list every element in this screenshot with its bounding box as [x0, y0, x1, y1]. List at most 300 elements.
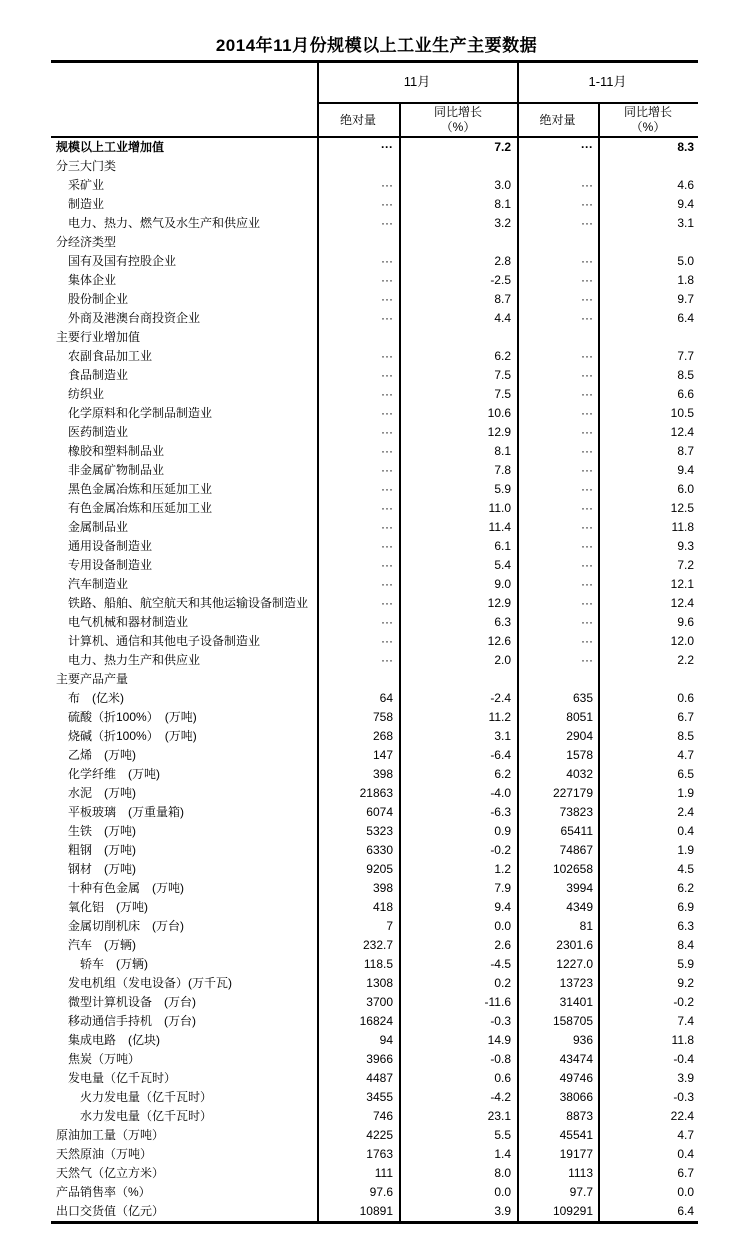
- cell-value: 6.0: [677, 482, 694, 496]
- table-row: [51, 195, 698, 214]
- table-row: [51, 1012, 698, 1031]
- cell-value: ···: [581, 387, 593, 401]
- header-absolute-label: 绝对量: [539, 112, 576, 127]
- cell-value: ···: [581, 311, 593, 325]
- cell-value: 74867: [559, 843, 593, 857]
- row-label: 橡胶和塑料制品业: [68, 444, 165, 458]
- cell-value: 7.9: [494, 881, 511, 895]
- cell-value: 7.8: [494, 463, 511, 477]
- cell-value: ···: [581, 406, 593, 420]
- cell-value: 1.8: [677, 273, 694, 287]
- table-row: [51, 917, 698, 936]
- row-label: 农副食品加工业: [68, 349, 153, 363]
- cell-value: 21863: [359, 786, 393, 800]
- cell-value: 4.6: [677, 178, 694, 192]
- table-row: [51, 879, 698, 898]
- row-label: 计算机、通信和其他电子设备制造业: [68, 634, 261, 648]
- table-row: [51, 898, 698, 917]
- cell-value: ···: [381, 273, 393, 287]
- cell-value: 9.4: [677, 197, 694, 211]
- cell-value: -4.0: [490, 786, 511, 800]
- header-growth-label: 同比增长: [433, 105, 482, 119]
- table-row: [51, 575, 698, 594]
- cell-value: 8051: [566, 710, 593, 724]
- cell-value: 398: [372, 767, 393, 781]
- row-label: 布 (亿米): [68, 691, 124, 705]
- cell-value: 3.1: [494, 729, 511, 743]
- cell-value: 9205: [366, 862, 393, 876]
- cell-value: ···: [381, 444, 393, 458]
- cell-value: 11.2: [488, 710, 511, 724]
- cell-value: 6.3: [677, 919, 694, 933]
- table-row: [51, 309, 698, 328]
- cell-value: ···: [381, 577, 393, 591]
- cell-value: 8.7: [677, 444, 694, 458]
- row-label: 制造业: [68, 197, 105, 211]
- cell-value: 23.1: [487, 1109, 511, 1123]
- cell-value: ···: [381, 463, 393, 477]
- row-label: 硫酸（折100%） (万吨): [68, 710, 197, 724]
- cell-value: ···: [381, 539, 393, 553]
- cell-value: 5.9: [677, 957, 694, 971]
- cell-value: 9.2: [677, 976, 694, 990]
- cell-value: 11.0: [488, 501, 511, 515]
- cell-value: 9.7: [677, 292, 694, 306]
- row-label: 国有及国有控股企业: [68, 254, 177, 268]
- cell-value: 1.2: [494, 862, 511, 876]
- cell-value: ···: [581, 463, 593, 477]
- cell-value: [399, 157, 517, 176]
- table-row: [51, 1107, 698, 1126]
- cell-value: 31401: [559, 995, 593, 1009]
- table-row: [51, 1069, 698, 1088]
- cell-value: ···: [381, 615, 393, 629]
- row-label: 黑色金属冶炼和压延加工业: [68, 482, 213, 496]
- cell-value: 4.7: [677, 748, 694, 762]
- row-label: 集成电路 (亿块): [68, 1033, 160, 1047]
- table-row: [51, 480, 698, 499]
- cell-value: -6.4: [490, 748, 511, 762]
- cell-value: 22.4: [670, 1109, 694, 1123]
- row-label: 外商及港澳台商投资企业: [68, 311, 201, 325]
- cell-value: 12.5: [670, 501, 694, 515]
- row-label: 氧化铝 (万吨): [68, 900, 148, 914]
- table-row: [51, 1145, 698, 1164]
- cell-value: ···: [581, 425, 593, 439]
- row-label: 有色金属冶炼和压延加工业: [68, 501, 213, 515]
- cell-value: [517, 328, 598, 347]
- column-group-november: 11月: [403, 74, 431, 89]
- table-row: [51, 556, 698, 575]
- row-label: 非金属矿物制品业: [68, 463, 165, 477]
- table-row: [51, 157, 698, 176]
- row-label: 原油加工量（万吨）: [56, 1128, 165, 1142]
- cell-value: 6.5: [677, 767, 694, 781]
- row-label: 采矿业: [68, 178, 105, 192]
- cell-value: ···: [381, 406, 393, 420]
- cell-value: 12.4: [670, 425, 694, 439]
- cell-value: 9.0: [494, 577, 511, 591]
- cell-value: 0.2: [494, 976, 511, 990]
- industrial-production-table: [51, 60, 698, 1224]
- header-growth-label: 同比增长: [623, 105, 672, 119]
- cell-value: 5.4: [494, 558, 511, 572]
- table-row: [51, 632, 698, 651]
- cell-value: 1227.0: [556, 957, 593, 971]
- row-label: 规模以上工业增加值: [56, 140, 165, 154]
- cell-value: 19177: [559, 1147, 593, 1161]
- cell-value: ···: [381, 368, 393, 382]
- cell-value: 6.4: [677, 311, 694, 325]
- table-row: [51, 803, 698, 822]
- cell-value: -0.3: [490, 1014, 511, 1028]
- cell-value: 6.9: [677, 900, 694, 914]
- cell-value: 398: [372, 881, 393, 895]
- cell-value: ···: [381, 520, 393, 534]
- cell-value: 158705: [552, 1014, 593, 1028]
- cell-value: 6.7: [677, 710, 694, 724]
- cell-value: 10891: [359, 1204, 393, 1218]
- cell-value: 45541: [559, 1128, 593, 1142]
- table-row: [51, 860, 698, 879]
- cell-value: 8.3: [677, 140, 694, 154]
- cell-value: 7.7: [677, 349, 694, 363]
- cell-value: 4032: [566, 767, 593, 781]
- cell-value: 4.7: [677, 1128, 694, 1142]
- cell-value: 12.0: [670, 634, 694, 648]
- cell-value: 7.5: [494, 387, 511, 401]
- row-label: 钢材 (万吨): [68, 862, 136, 876]
- cell-value: [598, 157, 698, 176]
- cell-value: 4349: [566, 900, 593, 914]
- row-label: 天然原油（万吨）: [56, 1147, 153, 1161]
- cell-value: 12.4: [670, 596, 694, 610]
- cell-value: 3455: [366, 1090, 393, 1104]
- cell-value: ···: [581, 539, 593, 553]
- row-label: 微型计算机设备 (万台): [68, 995, 196, 1009]
- table-row: [51, 1202, 698, 1221]
- cell-value: 1308: [366, 976, 393, 990]
- cell-value: 1.9: [677, 843, 694, 857]
- cell-value: 7.5: [494, 368, 511, 382]
- cell-value: 8.5: [677, 729, 694, 743]
- cell-value: -0.2: [673, 995, 694, 1009]
- row-label: 股份制企业: [68, 292, 129, 306]
- cell-value: ···: [581, 273, 593, 287]
- cell-value: 4487: [366, 1071, 393, 1085]
- cell-value: 38066: [559, 1090, 593, 1104]
- cell-value: ···: [381, 653, 393, 667]
- table-row: [51, 746, 698, 765]
- cell-value: ···: [381, 178, 393, 192]
- table-row: [51, 442, 698, 461]
- cell-value: [399, 233, 517, 252]
- cell-value: ···: [581, 254, 593, 268]
- table-row: [51, 404, 698, 423]
- cell-value: ···: [581, 349, 593, 363]
- cell-value: 0.0: [494, 919, 511, 933]
- cell-value: 0.4: [677, 824, 694, 838]
- cell-value: ···: [581, 577, 593, 591]
- table-row: [51, 955, 698, 974]
- cell-value: -0.4: [673, 1052, 694, 1066]
- cell-value: 8.0: [494, 1166, 511, 1180]
- cell-value: [399, 328, 517, 347]
- row-label: 铁路、船舶、航空航天和其他运输设备制造业: [68, 596, 309, 610]
- cell-value: 227179: [552, 786, 593, 800]
- table-row: [51, 1088, 698, 1107]
- table-row: [51, 613, 698, 632]
- cell-value: 232.7: [362, 938, 393, 952]
- table-row: [51, 328, 698, 347]
- cell-value: 94: [379, 1033, 393, 1047]
- cell-value: ···: [381, 292, 393, 306]
- row-label: 汽车制造业: [68, 577, 129, 591]
- cell-value: 3.0: [494, 178, 511, 192]
- cell-value: 81: [579, 919, 593, 933]
- cell-value: ···: [381, 254, 393, 268]
- cell-value: 8.1: [494, 444, 511, 458]
- cell-value: 8.7: [494, 292, 511, 306]
- row-label: 移动通信手持机 (万台): [68, 1014, 196, 1028]
- row-label: 火力发电量（亿千瓦时）: [80, 1090, 213, 1104]
- row-label: 金属切削机床 (万台): [68, 919, 184, 933]
- cell-value: ···: [581, 653, 593, 667]
- row-label: 分经济类型: [56, 235, 117, 249]
- row-label: 分三大门类: [56, 159, 117, 173]
- table-row: [51, 689, 698, 708]
- cell-value: 11.8: [671, 520, 694, 534]
- cell-value: -0.2: [490, 843, 511, 857]
- row-label: 发电量（亿千瓦时）: [68, 1071, 177, 1085]
- cell-value: [317, 157, 399, 176]
- cell-value: ···: [381, 501, 393, 515]
- cell-value: 12.9: [487, 596, 511, 610]
- cell-value: ···: [381, 596, 393, 610]
- row-label: 化学原料和化学制品制造业: [68, 406, 213, 420]
- cell-value: ···: [581, 482, 593, 496]
- cell-value: 97.7: [569, 1185, 593, 1199]
- cell-value: 746: [372, 1109, 393, 1123]
- cell-value: [598, 670, 698, 689]
- cell-value: ···: [381, 349, 393, 363]
- table-row: [51, 290, 698, 309]
- cell-value: 6.3: [494, 615, 511, 629]
- cell-value: ···: [581, 444, 593, 458]
- cell-value: [399, 670, 517, 689]
- table-row: [51, 594, 698, 613]
- table-row: [51, 993, 698, 1012]
- cell-value: 0.6: [677, 691, 694, 705]
- row-label: 水泥 (万吨): [68, 786, 136, 800]
- table-row: [51, 1126, 698, 1145]
- cell-value: 2301.6: [556, 938, 593, 952]
- row-label: 平板玻璃 (万重量箱): [68, 805, 184, 819]
- header-absolute-label: 绝对量: [339, 112, 376, 127]
- row-label: 电力、热力、燃气及水生产和供应业: [68, 216, 261, 230]
- cell-value: 0.4: [677, 1147, 694, 1161]
- row-label: 轿车 (万辆): [80, 957, 148, 971]
- table-row: [51, 461, 698, 480]
- cell-value: 147: [372, 748, 393, 762]
- cell-value: ···: [381, 482, 393, 496]
- cell-value: ···: [581, 140, 593, 154]
- cell-value: 0.0: [494, 1185, 511, 1199]
- cell-value: 268: [372, 729, 393, 743]
- table-row: [51, 1164, 698, 1183]
- table-row: [51, 727, 698, 746]
- cell-value: ···: [381, 387, 393, 401]
- table-row: [51, 1183, 698, 1202]
- cell-value: 73823: [559, 805, 593, 819]
- table-row: [51, 1050, 698, 1069]
- cell-value: 6.2: [494, 767, 511, 781]
- table-row: [51, 347, 698, 366]
- cell-value: ···: [381, 311, 393, 325]
- table-row: [51, 385, 698, 404]
- row-label: 纺织业: [68, 387, 105, 401]
- cell-value: 14.9: [487, 1033, 511, 1047]
- cell-value: 65411: [560, 824, 593, 838]
- cell-value: ···: [381, 558, 393, 572]
- cell-value: 3.1: [677, 216, 694, 230]
- cell-value: [317, 328, 399, 347]
- cell-value: 118.5: [363, 957, 393, 971]
- table-row: [51, 708, 698, 727]
- cell-value: [517, 157, 598, 176]
- table-row: [51, 537, 698, 556]
- row-label: 产品销售率（%）: [56, 1185, 151, 1199]
- cell-value: 7.4: [677, 1014, 694, 1028]
- header-growth-jan-nov: [598, 104, 698, 136]
- cell-value: 8873: [566, 1109, 593, 1123]
- cell-value: 2.4: [677, 805, 694, 819]
- row-label: 乙烯 (万吨): [68, 748, 136, 762]
- table-row: [51, 252, 698, 271]
- cell-value: 6330: [366, 843, 393, 857]
- cell-value: [317, 670, 399, 689]
- cell-value: 0.9: [494, 824, 511, 838]
- row-label: 生铁 (万吨): [68, 824, 136, 838]
- cell-value: 8.4: [677, 938, 694, 952]
- row-label: 发电机组（发电设备）(万千瓦): [68, 976, 232, 990]
- cell-value: 3.9: [494, 1204, 511, 1218]
- table-row: [51, 138, 698, 157]
- cell-value: 418: [372, 900, 393, 914]
- cell-value: -0.3: [673, 1090, 694, 1104]
- cell-value: 635: [572, 691, 593, 705]
- row-label: 粗钢 (万吨): [68, 843, 136, 857]
- cell-value: 1113: [568, 1166, 593, 1180]
- row-label: 食品制造业: [68, 368, 129, 382]
- cell-value: 16824: [359, 1014, 393, 1028]
- header-growth-unit: （%）: [630, 120, 666, 134]
- table-row: [51, 176, 698, 195]
- cell-value: 3.2: [494, 216, 511, 230]
- cell-value: 1.4: [494, 1147, 511, 1161]
- cell-value: -2.4: [490, 691, 511, 705]
- cell-value: 2.0: [494, 653, 511, 667]
- cell-value: 43474: [559, 1052, 593, 1066]
- cell-value: ···: [381, 634, 393, 648]
- cell-value: 5.0: [677, 254, 694, 268]
- row-label: 水力发电量（亿千瓦时）: [80, 1109, 213, 1123]
- row-label: 化学纤维 (万吨): [68, 767, 160, 781]
- table-row: [51, 784, 698, 803]
- cell-value: 5.9: [494, 482, 511, 496]
- header-growth-november: [399, 104, 517, 136]
- row-label: 专用设备制造业: [68, 558, 153, 572]
- cell-value: ···: [581, 197, 593, 211]
- cell-value: 3994: [566, 881, 593, 895]
- cell-value: 12.6: [487, 634, 511, 648]
- cell-value: 7: [386, 919, 393, 933]
- cell-value: ···: [581, 520, 593, 534]
- cell-value: -2.5: [490, 273, 511, 287]
- table-row: [51, 423, 698, 442]
- cell-value: 5323: [366, 824, 393, 838]
- cell-value: 1.9: [677, 786, 694, 800]
- cell-value: 2.6: [494, 938, 511, 952]
- cell-value: [317, 233, 399, 252]
- row-label: 汽车 (万辆): [68, 938, 136, 952]
- cell-value: -6.3: [490, 805, 511, 819]
- cell-value: 4225: [366, 1128, 393, 1142]
- cell-value: [517, 233, 598, 252]
- cell-value: ···: [581, 501, 593, 515]
- cell-value: 10.5: [670, 406, 694, 420]
- cell-value: 8.1: [494, 197, 511, 211]
- row-label: 电力、热力生产和供应业: [68, 653, 201, 667]
- header-growth-unit: （%）: [440, 120, 476, 134]
- cell-value: 6.1: [494, 539, 511, 553]
- table-row: [51, 974, 698, 993]
- cell-value: 9.4: [494, 900, 511, 914]
- cell-value: 64: [379, 691, 393, 705]
- row-label: 电气机械和器材制造业: [68, 615, 189, 629]
- cell-value: -0.8: [490, 1052, 511, 1066]
- cell-value: 6.4: [677, 1204, 694, 1218]
- table-row: [51, 1031, 698, 1050]
- cell-value: 0.6: [494, 1071, 511, 1085]
- cell-value: 49746: [559, 1071, 593, 1085]
- cell-value: 10.6: [487, 406, 511, 420]
- table-row: [51, 651, 698, 670]
- table-row: [51, 670, 698, 689]
- cell-value: 2.2: [677, 653, 694, 667]
- cell-value: 6.2: [494, 349, 511, 363]
- cell-value: ···: [581, 292, 593, 306]
- cell-value: 7.2: [677, 558, 694, 572]
- cell-value: 9.6: [677, 615, 694, 629]
- row-label: 主要产品产量: [56, 672, 129, 686]
- cell-value: ···: [381, 425, 393, 439]
- row-label: 十种有色金属 (万吨): [68, 881, 184, 895]
- header-absolute-november: [317, 104, 399, 136]
- cell-value: 1578: [566, 748, 593, 762]
- table-row: [51, 271, 698, 290]
- row-label: 出口交货值（亿元）: [56, 1204, 165, 1218]
- cell-value: 7.2: [494, 140, 511, 154]
- row-label: 烧碱（折100%） (万吨): [68, 729, 197, 743]
- cell-value: 936: [572, 1033, 593, 1047]
- row-label: 焦炭（万吨）: [68, 1052, 141, 1066]
- cell-value: -4.5: [490, 957, 511, 971]
- cell-value: 111: [374, 1166, 393, 1180]
- cell-value: 11.8: [671, 1033, 694, 1047]
- cell-value: 3.9: [677, 1071, 694, 1085]
- cell-value: 2904: [566, 729, 593, 743]
